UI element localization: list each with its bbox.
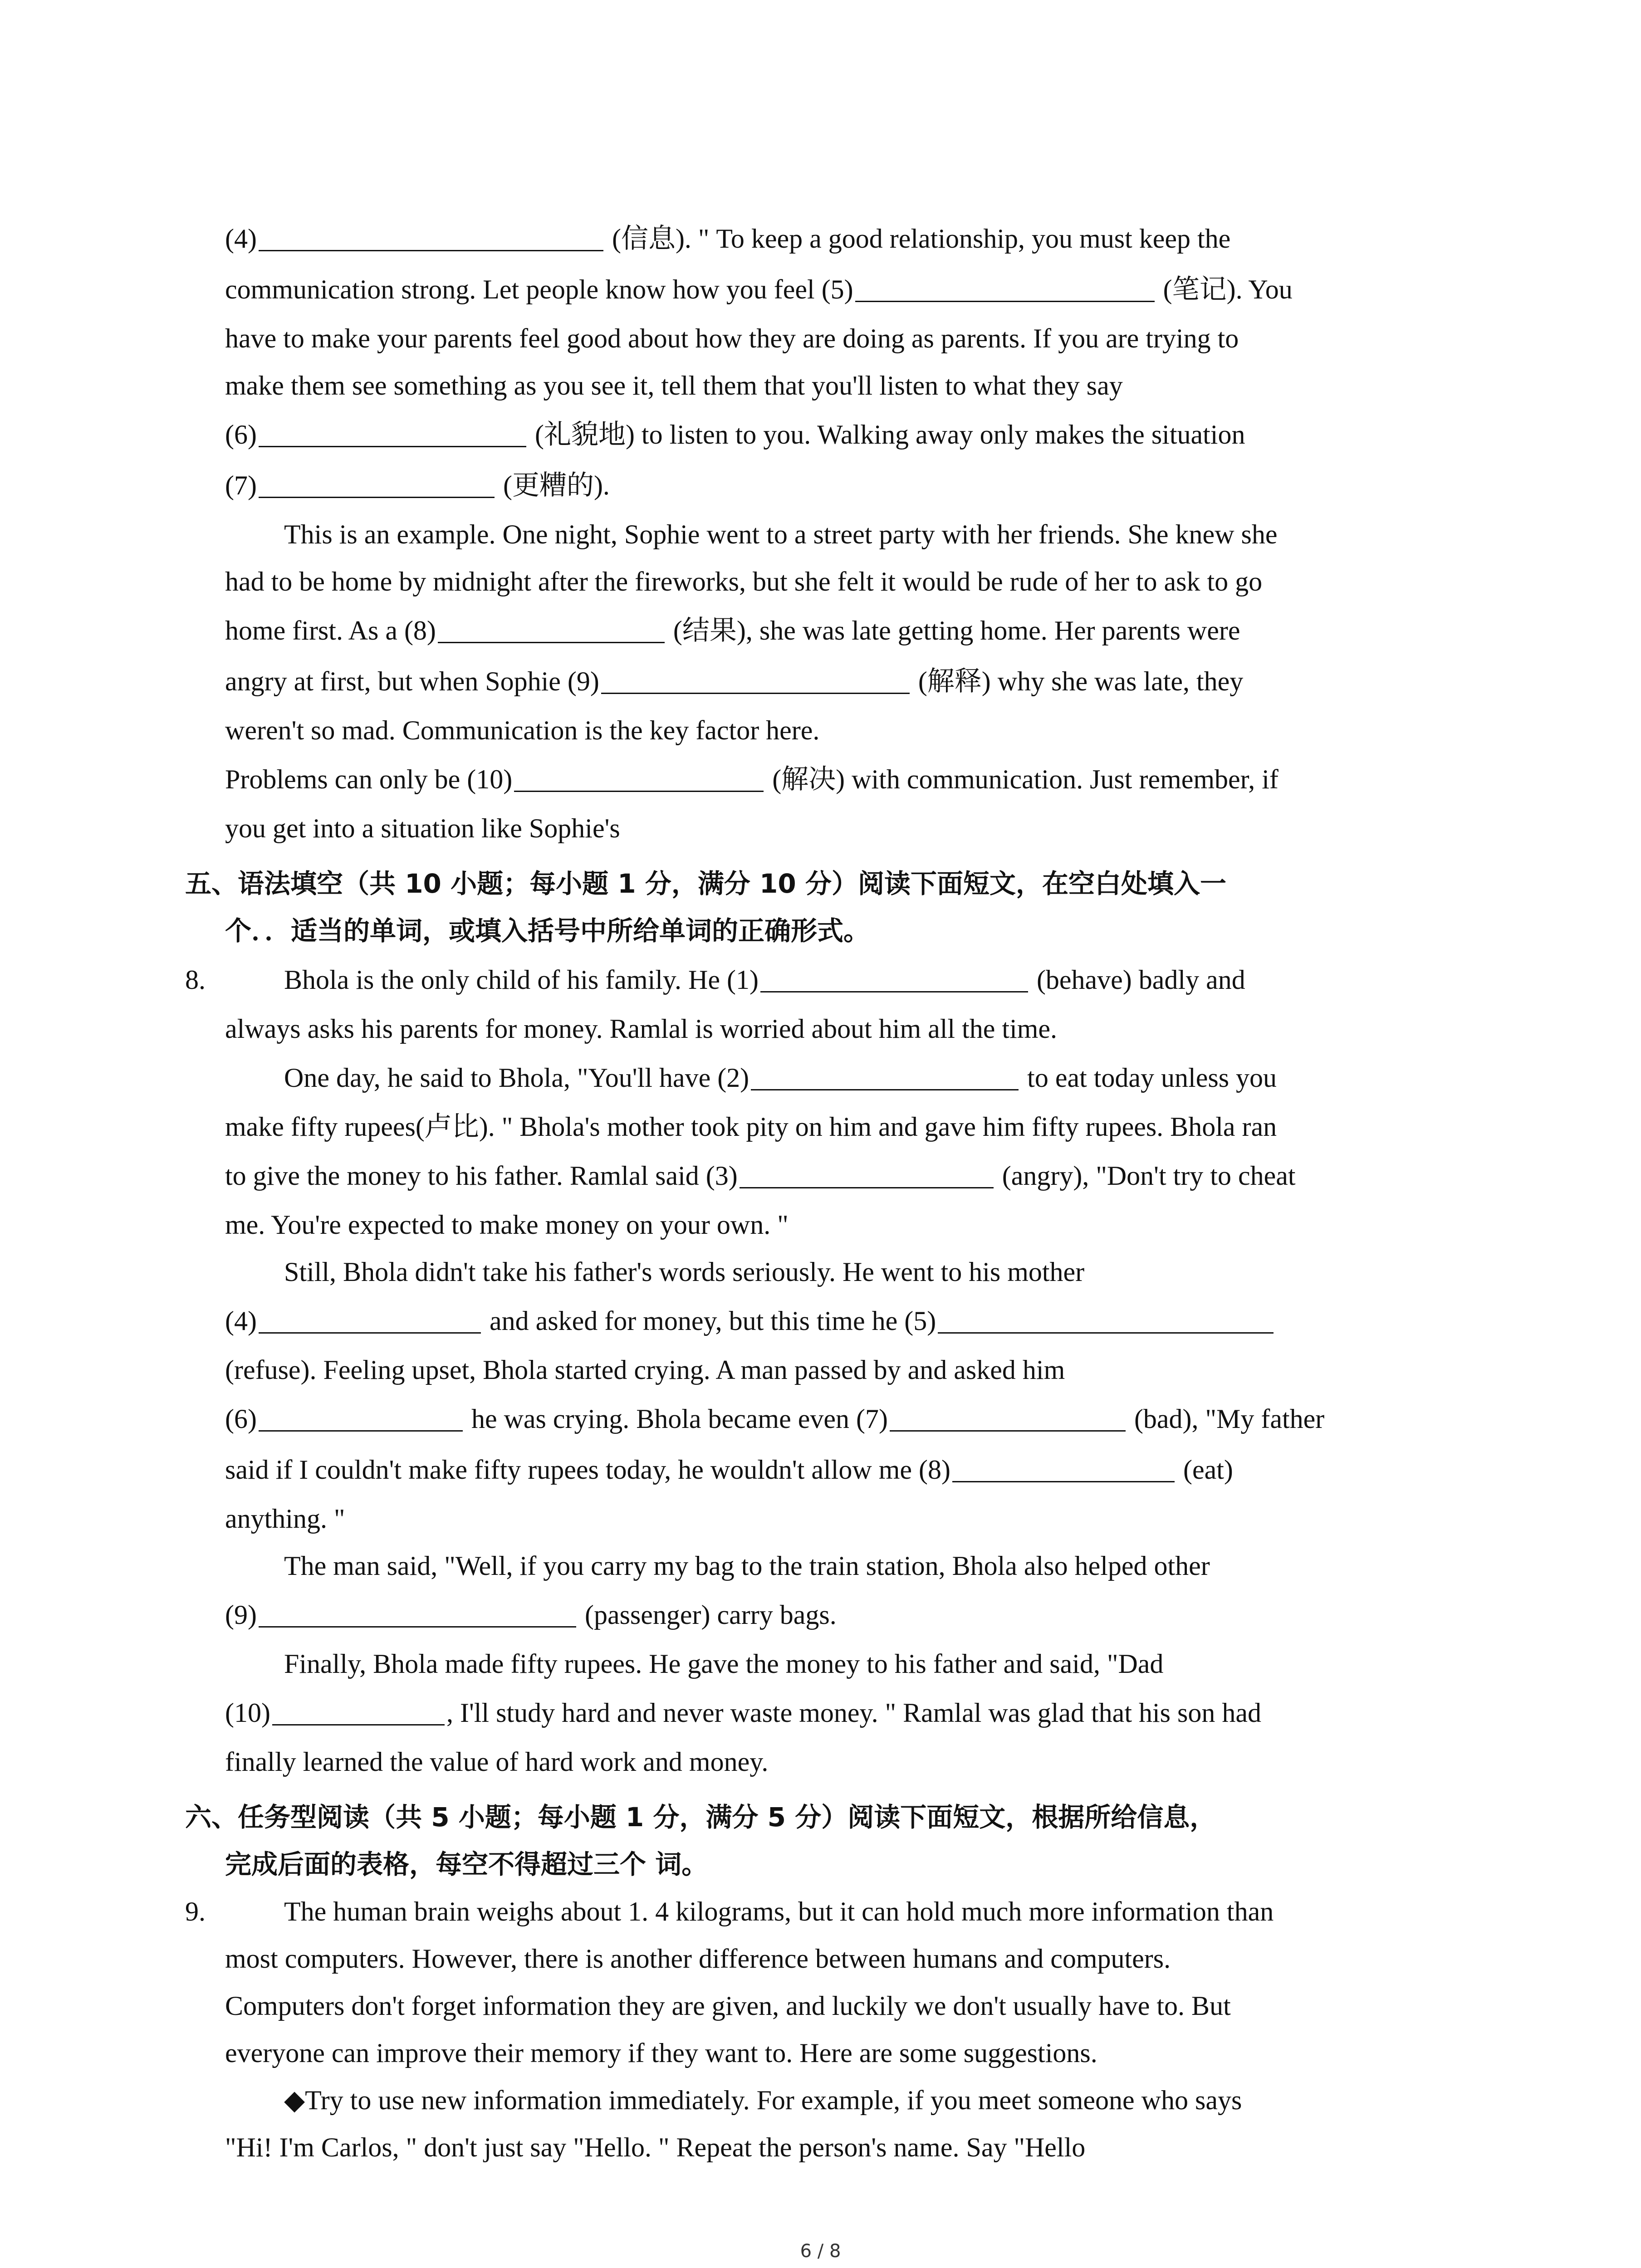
answer-blank-8[interactable]	[952, 1456, 1175, 1482]
answer-blank-7[interactable]	[890, 1405, 1126, 1432]
text-line: (6) he was crying. Bhola became even (7) (bad), "My father	[225, 1404, 1325, 1434]
text-line: home first. As a (8) (结果), she was late getting home. Her parents were	[225, 616, 1240, 645]
text-line: ◆Try to use new information immediately. For example, if you meet someone who says	[284, 2085, 1242, 2115]
text-line: communication strong. Let people know how you feel (5) (笔记). You	[225, 274, 1293, 304]
text-line: you get into a situation like Sophie's	[225, 813, 620, 843]
text-line: me. You're expected to make money on your own. "	[225, 1210, 789, 1240]
spacer	[225, 1785, 1450, 1794]
text-line: (10) , I'll study hard and never waste money. " Ramlal was glad that his son had	[225, 1698, 1261, 1728]
text-line: Computers don't forget information they are given, and luckily we don't usually have to. But	[225, 1991, 1231, 2021]
text-line: Problems can only be (10) (解决) with communication. Just remember, if	[225, 764, 1279, 794]
section-heading-continued: 个．．适当的单词，或填入括号中所给单词的正确形式。	[225, 915, 870, 946]
answer-blank-8[interactable]	[438, 616, 665, 643]
spacer	[225, 852, 1450, 860]
question-number: 8.	[185, 965, 206, 995]
text-line: had to be home by midnight after the fireworks, but she felt it would be rude of her to ask to go	[225, 567, 1263, 596]
text-line: (4) and asked for money, but this time he (5)	[225, 1295, 1450, 1346]
text-line: One day, he said to Bhola, "You'll have (2) to eat today unless you	[284, 1063, 1277, 1093]
text-line: (7) (更糟的).	[225, 470, 610, 500]
answer-blank-10[interactable]	[514, 765, 764, 792]
text-line: This is an example. One night, Sophie went to a street party with her friends. She knew she	[284, 519, 1278, 549]
text-line: Still, Bhola didn't take his father's words seriously. He went to his mother	[284, 1257, 1085, 1287]
text-line: have to make your parents feel good about how they are doing as parents. If you are trying to	[225, 323, 1239, 353]
text-line: everyone can improve their memory if they want to. Here are some suggestions.	[225, 2038, 1097, 2068]
section-4-continued	[225, 213, 1450, 852]
section-heading-continued: 完成后面的表格，每空不得超过三个 词。	[225, 1849, 708, 1880]
text-line: 9. The human brain weighs about 1. 4 kilograms, but it can hold much more information than	[225, 1888, 1450, 1935]
page-content	[185, 213, 1450, 2171]
page-indicator: 6 / 8	[800, 2241, 841, 2262]
text-line: make fifty rupees(卢比). " Bhola's mother took pity on him and gave him fifty rupees. Bhola ran	[225, 1112, 1277, 1142]
section-heading: 六、任务型阅读（共 5 小题；每小题 1 分，满分 5 分）阅读下面短文，根据所给信息，	[185, 1802, 1216, 1833]
answer-blank-6[interactable]	[259, 420, 526, 447]
answer-blank-6[interactable]	[259, 1405, 463, 1432]
answer-blank-1[interactable]	[760, 966, 1028, 992]
text-line: angry at first, but when Sophie (9) (解释) why she was late, they	[225, 666, 1244, 696]
question-number: 9.	[185, 1897, 206, 1926]
text-line: 8. Bhola is the only child of his family. He (1) (behave) badly and	[225, 954, 1450, 1005]
text-line: to give the money to his father. Ramlal said (3) (angry), "Don't try to cheat	[225, 1161, 1296, 1191]
answer-blank-10[interactable]	[272, 1699, 445, 1725]
text-line: (9) (passenger) carry bags.	[225, 1600, 837, 1630]
text-line: anything. "	[225, 1504, 345, 1534]
text-line: Finally, Bhola made fifty rupees. He gave the money to his father and said, "Dad	[284, 1649, 1164, 1679]
text-line: (6) (礼貌地) to listen to you. Walking away only makes the situation	[225, 420, 1245, 450]
text-line: "Hi! I'm Carlos, " don't just say "Hello. " Repeat the person's name. Say "Hello	[225, 2132, 1086, 2162]
text-line: finally learned the value of hard work and money.	[225, 1747, 769, 1777]
answer-blank-5[interactable]	[938, 1307, 1274, 1334]
answer-blank-5[interactable]	[855, 275, 1155, 302]
answer-blank-4[interactable]	[259, 1307, 481, 1334]
answer-blank-9[interactable]	[601, 667, 910, 694]
text-line: always asks his parents for money. Ramlal is worried about him all the time.	[225, 1014, 1058, 1044]
text-line: weren't so mad. Communication is the key factor here.	[225, 715, 820, 745]
answer-blank-3[interactable]	[740, 1162, 994, 1188]
section-heading: 五、语法填空（共 10 小题；每小题 1 分，满分 10 分）阅读下面短文，在空白处填入一	[185, 868, 1226, 899]
answer-blank-7[interactable]	[259, 471, 495, 498]
answer-blank-4[interactable]	[259, 225, 603, 251]
text-line: said if I couldn't make fifty rupees today, he wouldn't allow me (8) (eat)	[225, 1455, 1233, 1485]
text-line: (4) (信息). " To keep a good relationship, you must keep the	[225, 224, 1231, 254]
text-line: most computers. However, there is another difference between humans and computers.	[225, 1944, 1171, 1974]
answer-blank-2[interactable]	[751, 1064, 1019, 1090]
text-line: The man said, "Well, if you carry my bag to the train station, Bhola also helped other	[284, 1551, 1210, 1581]
text-line: (refuse). Feeling upset, Bhola started crying. A man passed by and asked him	[225, 1355, 1065, 1385]
text-line: make them see something as you see it, tell them that you'll listen to what they say	[225, 371, 1123, 401]
answer-blank-9[interactable]	[259, 1601, 576, 1628]
section-5	[185, 860, 1450, 1785]
section-6	[185, 1794, 1450, 2171]
